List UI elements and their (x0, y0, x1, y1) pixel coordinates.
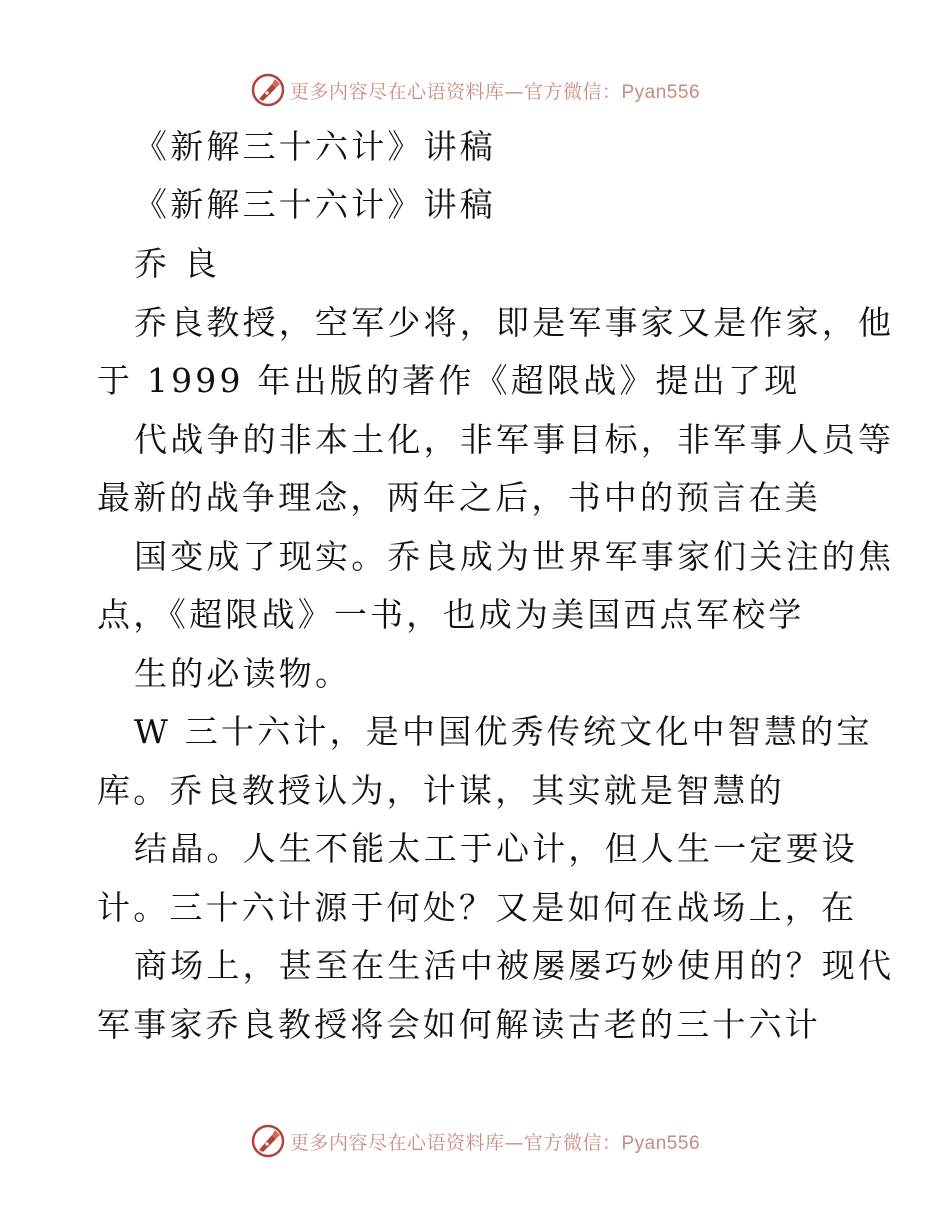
paragraph-line: W 三十六计，是中国优秀传统文化中智慧的宝 (134, 712, 873, 751)
watermark-text: 更多内容尽在心语资料库—官方微信：Pyan556 (289, 1131, 701, 1154)
paragraph-line: 库。乔良教授认为，计谋，其实就是智慧的 (97, 771, 785, 810)
paragraph-line: 商场上，甚至在生活中被屡屡巧妙使用的？现代 (134, 946, 895, 985)
pen-nib-logo-icon (250, 1123, 286, 1159)
paragraph-line: 国变成了现实。乔良成为世界军事家们关注的焦 (134, 537, 895, 576)
paragraph-line: 军事家乔良教授将会如何解读古老的三十六计 (97, 1005, 821, 1044)
paragraph-line: 生的必读物。 (134, 654, 352, 693)
document-title-repeat: 《新解三十六计》讲稿 (134, 185, 496, 224)
document-author: 乔 良 (134, 244, 221, 283)
paragraph-line: 乔良教授，空军少将，即是军事家又是作家，他 (134, 303, 895, 342)
watermark-handle: Pyan556 (621, 1132, 701, 1154)
paragraph-line: 计。三十六计源于何处？又是如何在战场上，在 (97, 888, 858, 927)
paragraph-line: 最新的战争理念，两年之后，书中的预言在美 (97, 478, 821, 517)
paragraph-line: 结晶。人生不能太工于心计，但人生一定要设 (134, 829, 858, 868)
paragraph-line: 代战争的非本土化，非军事目标，非军事人员等 (134, 420, 895, 459)
watermark-text: 更多内容尽在心语资料库—官方微信：Pyan556 (289, 80, 701, 103)
footer-watermark (0, 1121, 950, 1161)
document-title: 《新解三十六计》讲稿 (134, 127, 496, 166)
header-watermark (0, 70, 950, 110)
paragraph-line: 于 1999 年出版的著作《超限战》提出了现 (97, 361, 801, 400)
paragraph-line: 点，《超限战》一书，也成为美国西点军校学 (97, 595, 805, 634)
watermark-handle: Pyan556 (621, 81, 701, 103)
pen-nib-logo-icon (250, 72, 286, 108)
